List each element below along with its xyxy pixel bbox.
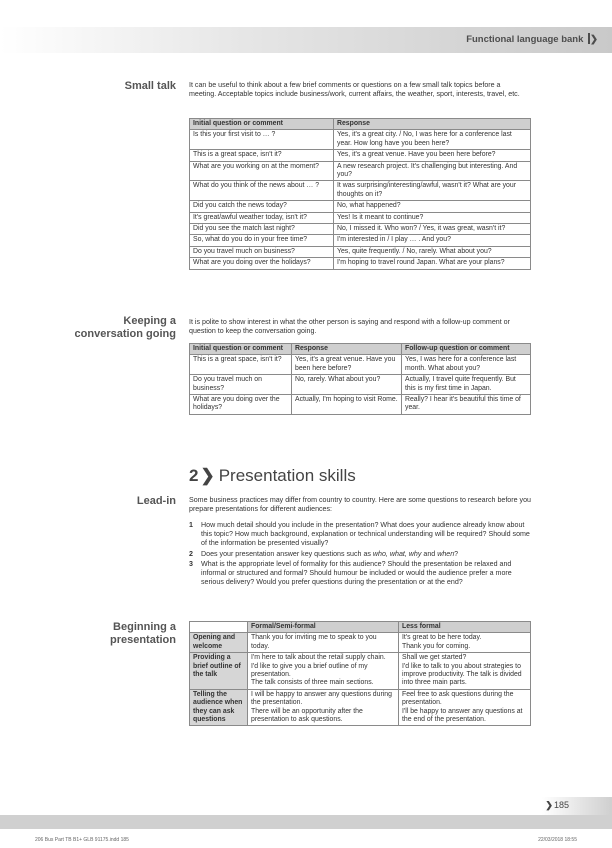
list-text: How much detail should you include in the presentation? What does your audience already know about this topic? How much background, explanation or technical understanding will be required? Should some of the information be presented visually?: [201, 521, 530, 548]
table-cell: Do you travel much on business?: [190, 246, 334, 257]
table-cell: No, rarely. What about you?: [292, 375, 402, 395]
phrase: I will be happy to answer any questions during the presentation.: [251, 690, 392, 707]
column-header: Less formal: [399, 622, 531, 633]
list-text: and: [421, 549, 438, 558]
phrase: I'd like to give you a brief outline of my presentation.: [251, 662, 368, 679]
chevron-right-icon: ❯: [200, 466, 215, 485]
phrase: It's great to be here today.: [402, 634, 482, 642]
table-cell: No, what happened?: [334, 201, 531, 212]
table-cell: Yes, it's a great venue. Have you been here before?: [292, 355, 402, 375]
lead-in-intro: Some business practices may differ from country to country. Here are some questions to research before you prepare presentations for different audiences:: [189, 496, 531, 514]
phrase: The talk consists of three main sections.: [251, 679, 374, 687]
row-header: Telling the audience when they can ask questions: [190, 689, 248, 726]
table-row: [190, 150, 531, 161]
table-cell: Yes, it's a great venue. Have you been here before?: [334, 150, 531, 161]
list-text: Does your presentation answer key questions such as: [201, 549, 373, 558]
footer-bar: [0, 815, 612, 829]
table-row: [190, 395, 531, 415]
list-text: What is the appropriate level of formality for this audience? Should the presentation be relaxed and informal or structured and formal? Should humour be included or would the audience prefer a more serious delivery? Would you prefer questions during the presentation or at the end?: [201, 559, 512, 587]
table-cell: A new research project. It's challenging but interesting. And you?: [334, 161, 531, 181]
page-number: ❯185: [545, 800, 569, 810]
table-row: [190, 181, 531, 201]
list-number: 3: [189, 559, 193, 568]
list-text-emphasis: when: [437, 549, 455, 558]
table-cell: Actually, I travel quite frequently. But this is my first time in Japan.: [402, 375, 531, 395]
column-header: Initial question or comment: [190, 119, 334, 130]
table-row: [190, 653, 531, 690]
table-cell: Yes! Is it meant to continue?: [334, 212, 531, 223]
table-cell: Did you see the match last night?: [190, 224, 334, 235]
table-cell: It's great/awful weather today, isn't it?: [190, 212, 334, 223]
table-cell: Yes, I was here for a conference last month. What about you?: [402, 355, 531, 375]
list-item: [189, 560, 534, 588]
column-header: [190, 622, 248, 633]
table-cell: Yes, it's a great city. / No, I was here for a conference last year. How long have you been here?: [334, 130, 531, 150]
table-row: [190, 201, 531, 212]
table-cell: What do you think of the news about … ?: [190, 181, 334, 201]
list-number: 2: [189, 549, 193, 558]
keeping-conversation-intro: It is polite to show interest in what the other person is saying and respond with a follow-up comment or question to keep the conversation going.: [189, 318, 510, 336]
table-cell: What are you working on at the moment?: [190, 161, 334, 181]
table-row: [190, 689, 531, 726]
table-cell: No, I missed it. Who won? / Yes, it was great, wasn't it?: [334, 224, 531, 235]
small-talk-table: [189, 118, 531, 270]
phrase: I'd like to talk to you about strategies to improve productivity. The talk is divided into three main parts.: [402, 662, 522, 687]
column-header: Formal/Semi-formal: [248, 622, 399, 633]
list-number: 1: [189, 521, 193, 529]
table-cell: [399, 653, 531, 690]
column-header: Initial question or comment: [190, 344, 292, 355]
table-cell: What are you doing over the holidays?: [190, 395, 292, 415]
table-cell: This is a great space, isn't it?: [190, 355, 292, 375]
table-cell: So, what do you do in your free time?: [190, 235, 334, 246]
table-row: [190, 161, 531, 181]
label-line: presentation: [109, 634, 176, 646]
table-cell: [399, 689, 531, 726]
table-cell: I'm hoping to travel round Japan. What are your plans?: [334, 258, 531, 269]
phrase: I'm here to talk about the retail supply chain.: [251, 654, 386, 662]
list-item: [189, 550, 534, 559]
column-header: Follow-up question or comment: [402, 344, 531, 355]
table-row: [190, 258, 531, 269]
label-line: conversation going: [74, 328, 176, 340]
header-divider-icon: [588, 33, 590, 44]
phrase: Thank you for inviting me to speak to you today.: [251, 634, 377, 650]
column-header: Response: [292, 344, 402, 355]
small-talk-intro: It can be useful to think about a few brief comments or questions on a few small talk topics before a meeting. Acceptable topics include business/work, current affairs, the weather, sport, interests, travel, etc.: [189, 81, 520, 99]
table-row: [190, 355, 531, 375]
beginning-presentation-table: [189, 621, 531, 726]
table-row: [190, 375, 531, 395]
table-cell: Is this your first visit to … ?: [190, 130, 334, 150]
table-cell: Actually, I'm hoping to visit Rome.: [292, 395, 402, 415]
lead-in-label: Lead-in: [136, 495, 176, 507]
table-row: [190, 235, 531, 246]
list-text: ?: [454, 549, 459, 558]
table-cell: [248, 689, 399, 726]
section-number: 2: [189, 466, 199, 485]
table-row: [190, 212, 531, 223]
keeping-conversation-table: [189, 343, 531, 415]
table-cell: [248, 633, 399, 653]
chevron-right-icon: ❯: [545, 800, 553, 810]
table-cell: [248, 653, 399, 690]
row-header: Opening and welcome: [190, 633, 248, 653]
table-row: [190, 633, 531, 653]
small-talk-label: Small talk: [124, 80, 176, 92]
table-cell: Did you catch the news today?: [190, 201, 334, 212]
table-cell: I'm interested in / I play … . And you?: [334, 235, 531, 246]
beginning-presentation-label: [0, 621, 176, 647]
section-title-text: Presentation skills: [218, 466, 356, 485]
table-cell: Do you travel much on business?: [190, 375, 292, 395]
table-row: [190, 130, 531, 150]
table-cell: This is a great space, isn't it?: [190, 150, 334, 161]
table-cell: Yes, quite frequently. / No, rarely. What about you?: [334, 246, 531, 257]
phrase: Feel free to ask questions during the presentation.: [402, 690, 514, 707]
table-row: [190, 224, 531, 235]
table-cell: What are you doing over the holidays?: [190, 258, 334, 269]
print-timestamp: 22/03/2018 18:55: [538, 837, 577, 843]
table-cell: It was surprising/interesting/awful, wasn't it? What are your thoughts on it?: [334, 181, 531, 201]
print-slug: 206 Bus Part TB B1+ GLB 91175.indd 185: [35, 837, 129, 843]
phrase: There will be an opportunity after the presentation to ask questions.: [251, 707, 363, 724]
table-cell: [399, 633, 531, 653]
label-line: Beginning a: [113, 621, 176, 633]
table-cell: Really? I hear it's beautiful this time of year.: [402, 395, 531, 415]
row-header: Providing a brief outline of the talk: [190, 653, 248, 690]
table-row: [190, 246, 531, 257]
running-header: Functional language bank ❯: [466, 34, 598, 45]
phrase: Thank you for coming.: [402, 642, 471, 650]
list-item: [189, 521, 534, 549]
lead-in-list: [189, 521, 534, 588]
list-text-emphasis: who, what, why: [372, 549, 422, 558]
phrase: Shall we get started?: [402, 654, 467, 662]
section-title: [189, 466, 356, 486]
column-header: Response: [334, 119, 531, 130]
keeping-conversation-label: [0, 315, 176, 341]
phrase: I'll be happy to answer any questions at the end of the presentation.: [402, 707, 523, 724]
label-line: Keeping a: [123, 315, 176, 327]
